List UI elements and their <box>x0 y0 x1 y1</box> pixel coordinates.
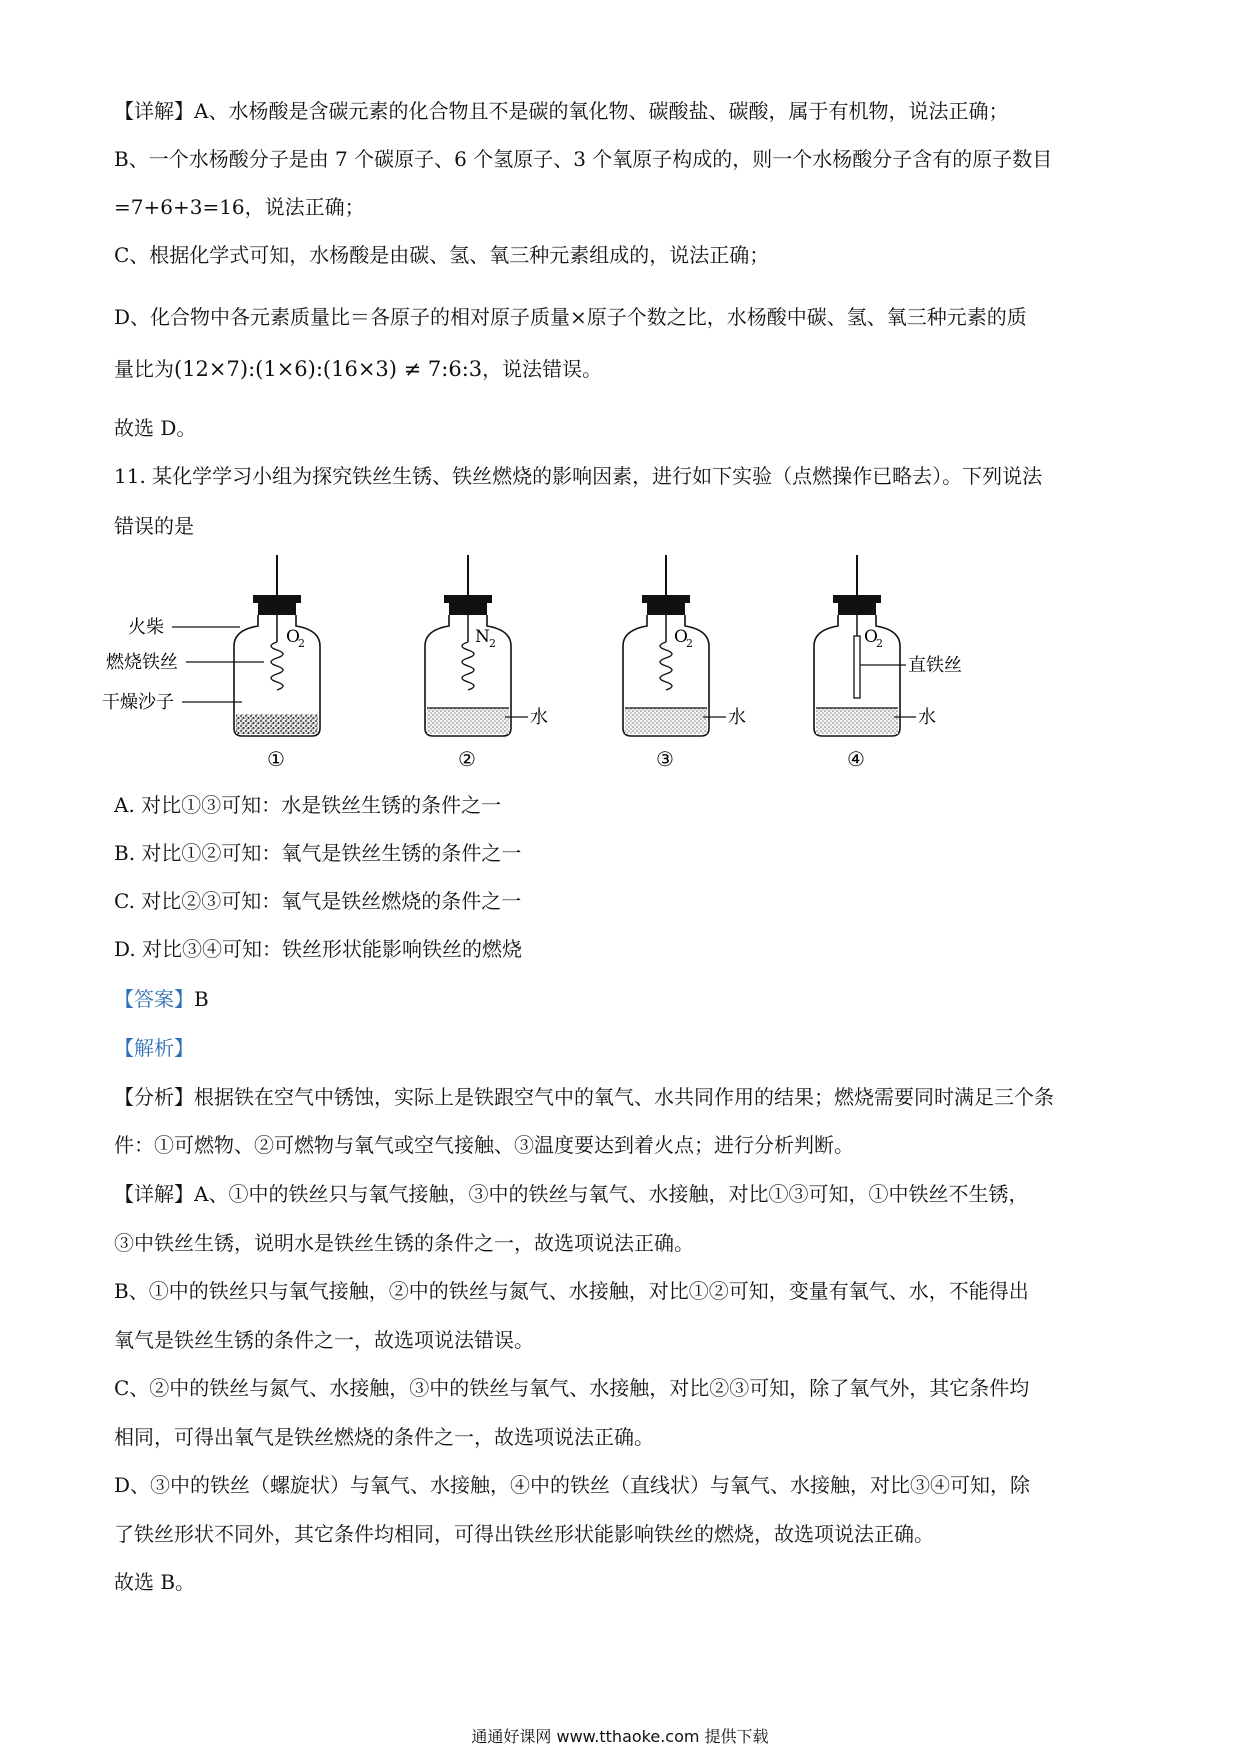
water-label-3: 水 <box>728 707 746 728</box>
prev-detail-b-line1: B、一个水杨酸分子是由 7 个碳原子、6 个氢原子、3 个氧原子构成的，则一个水杨酸分子含有的原子数目 <box>114 147 1053 171</box>
n2-label: N <box>475 627 490 647</box>
prev-detail-d-line1: D、化合物中各元素质量比＝各原子的相对原子质量×原子个数之比，水杨酸中碳、氢、氧三种元素的质 <box>114 305 1027 329</box>
question-stem-line2: 错误的是 <box>114 514 194 538</box>
o2-label-4: O <box>864 627 878 647</box>
jar-1 <box>102 555 320 771</box>
answer-line <box>114 984 209 1014</box>
o2-label-1: O <box>286 627 300 647</box>
jar-number-4: ④ <box>847 747 865 771</box>
burning-wire-label: 燃烧铁丝 <box>106 652 178 673</box>
o2-sub-1: 2 <box>298 637 305 650</box>
question-stem-line1: 11. 某化学学习小组为探究铁丝生锈、铁丝燃烧的影响因素，进行如下实验（点燃操作已略去）。下列说法 <box>114 464 1043 488</box>
jar-number-3: ③ <box>656 747 674 771</box>
analysis-conclusion: 故选 B。 <box>114 1570 196 1594</box>
analysis-b-line1: B、①中的铁丝只与氧气接触，②中的铁丝与氮气、水接触，对比①②可知，变量有氧气、水，不能得出 <box>114 1279 1029 1303</box>
jar-2 <box>425 555 548 771</box>
water-label-4: 水 <box>918 707 936 728</box>
analysis-d-line1: D、③中的铁丝（螺旋状）与氧气、水接触，④中的铁丝（直线状）与氧气、水接触，对比③④可知，除 <box>114 1473 1031 1497</box>
analysis-c-line2: 相同，可得出氧气是铁丝燃烧的条件之一，故选项说法正确。 <box>114 1425 654 1449</box>
mass-ratio-formula: (12×7):(1×6):(16×3) ≠ 7:6:3 <box>174 357 483 381</box>
analysis-a-line1: 【详解】A、①中的铁丝只与氧气接触，③中的铁丝与氧气、水接触，对比①③可知，①中铁丝不生锈， <box>114 1182 1029 1206</box>
analysis-b-line2: 氧气是铁丝生锈的条件之一，故选项说法错误。 <box>114 1328 534 1352</box>
water-label-2: 水 <box>530 707 548 728</box>
prev-detail-d-line2 <box>114 354 602 384</box>
match-label: 火柴 <box>128 617 164 638</box>
o2-label-3: O <box>674 627 688 647</box>
experiment-figure <box>100 550 1000 775</box>
analysis-d-line2: 了铁丝形状不同外，其它条件均相同，可得出铁丝形状能影响铁丝的燃烧，故选项说法正确。 <box>114 1522 934 1546</box>
prev-detail-b-line2: =7+6+3=16，说法正确； <box>114 195 365 219</box>
n2-sub: 2 <box>489 637 496 650</box>
answer-value: B <box>194 987 209 1011</box>
o2-sub-4: 2 <box>876 637 883 650</box>
analysis-fenxi-line1: 【分析】根据铁在空气中锈蚀，实际上是铁跟空气中的氧气、水共同作用的结果；燃烧需要同时满足三个条 <box>114 1085 1054 1109</box>
option-d: D. 对比③④可知：铁丝形状能影响铁丝的燃烧 <box>114 937 523 961</box>
analysis-c-line1: C、②中的铁丝与氮气、水接触，③中的铁丝与氧气、水接触，对比②③可知，除了氧气外，其它条件均 <box>114 1376 1030 1400</box>
analysis-label: 【解析】 <box>114 1036 194 1060</box>
analysis-fenxi-line2: 件：①可燃物、②可燃物与氧气或空气接触、③温度要达到着火点；进行分析判断。 <box>114 1133 854 1157</box>
o2-sub-3: 2 <box>686 637 693 650</box>
jar-4 <box>814 555 962 771</box>
option-b: B. 对比①②可知：氧气是铁丝生锈的条件之一 <box>114 841 522 865</box>
prev-detail-c: C、根据化学式可知，水杨酸是由碳、氢、氧三种元素组成的，说法正确； <box>114 243 770 267</box>
prev-detail-a: 【详解】A、水杨酸是含碳元素的化合物且不是碳的氧化物、碳酸盐、碳酸，属于有机物，说法正确； <box>114 99 1009 123</box>
jar-3 <box>623 555 746 771</box>
prev-conclusion: 故选 D。 <box>114 416 197 440</box>
analysis-a-line2: ③中铁丝生锈，说明水是铁丝生锈的条件之一，故选项说法正确。 <box>114 1231 694 1255</box>
straight-wire-label: 直铁丝 <box>908 655 962 676</box>
answer-label: 【答案】 <box>114 987 194 1011</box>
jar-number-2: ② <box>458 747 476 771</box>
option-a: A. 对比①③可知：水是铁丝生锈的条件之一 <box>114 793 502 817</box>
dry-sand-label: 干燥沙子 <box>102 692 174 713</box>
option-c: C. 对比②③可知：氧气是铁丝燃烧的条件之一 <box>114 889 522 913</box>
mass-ratio-prefix: 量比为 <box>114 357 174 381</box>
mass-ratio-suffix: ，说法错误。 <box>482 357 603 381</box>
page-footer: 通通好课网 www.tthaoke.com 提供下载 <box>471 1727 769 1746</box>
jar-number-1: ① <box>267 747 285 771</box>
